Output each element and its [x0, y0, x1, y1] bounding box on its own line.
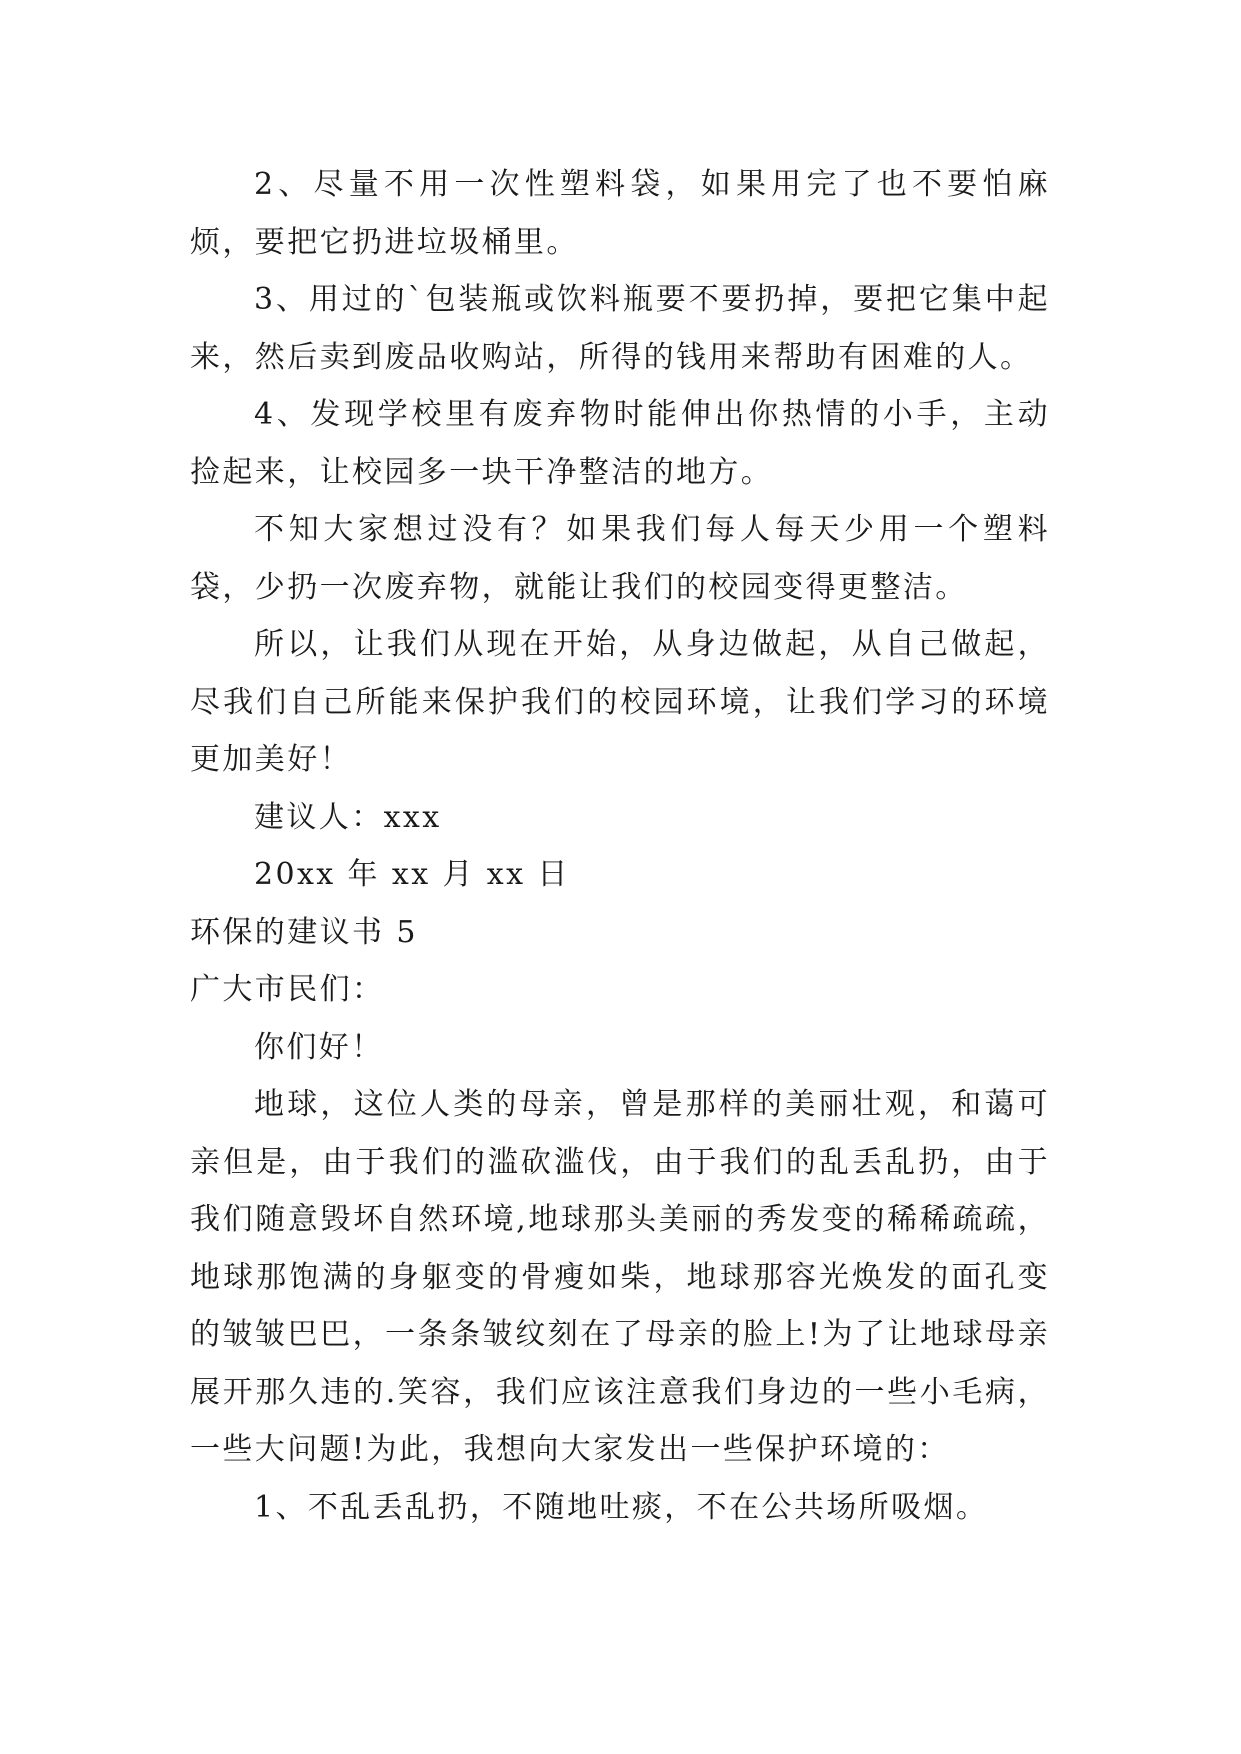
paragraph-item-2: 2、尽量不用一次性塑料袋，如果用完了也不要怕麻烦，要把它扔进垃圾桶里。: [190, 167, 1050, 260]
paragraph-conclusion: 所以，让我们从现在开始，从身边做起，从自己做起，尽我们自己所能来保护我们的校园环境，让我们学习的环境更加美好！: [190, 627, 1050, 777]
signature-proposer: 建议人：xxx: [254, 799, 442, 835]
section-title: 环保的建议书 5: [190, 914, 418, 950]
paragraph-item-4: 4、发现学校里有废弃物时能伸出你热情的小手，主动捡起来，让校园多一块干净整洁的地方。: [190, 397, 1050, 490]
greeting: 你们好！: [254, 1029, 384, 1065]
signature-date: 20xx 年 xx 月 xx 日: [254, 857, 570, 892]
paragraph-question: 不知大家想过没有？如果我们每人每天少用一个塑料袋，少扔一次废弃物，就能让我们的校园变得更整洁。: [190, 512, 1050, 605]
paragraph-item-1: 1、不乱丢乱扔，不随地吐痰，不在公共场所吸烟。: [254, 1489, 989, 1525]
salutation: 广大市民们：: [190, 972, 385, 1007]
paragraph-earth: 地球，这位人类的母亲，曾是那样的美丽壮观，和蔼可亲但是，由于我们的滥砍滥伐，由于我们的乱丢乱扔，由于我们随意毁坏自然环境,地球那头美丽的秀发变的稀稀疏疏，地球那饱满的身躯变的骨瘦如柴，地球那容光焕发的面孔变的皱皱巴巴，一条条皱纹刻在了母亲的脸上!为了让地球母亲展开那久违的.笑容，我们应该注意我们身边的一些小毛病，一些大问题!为此，我想向大家发出一些保护环境的：: [190, 1087, 1050, 1467]
paragraph-item-3: 3、用过的`包装瓶或饮料瓶要不要扔掉，要把它集中起来，然后卖到废品收购站，所得的钱用来帮助有困难的人。: [190, 282, 1050, 375]
document-body: [190, 156, 1050, 1536]
